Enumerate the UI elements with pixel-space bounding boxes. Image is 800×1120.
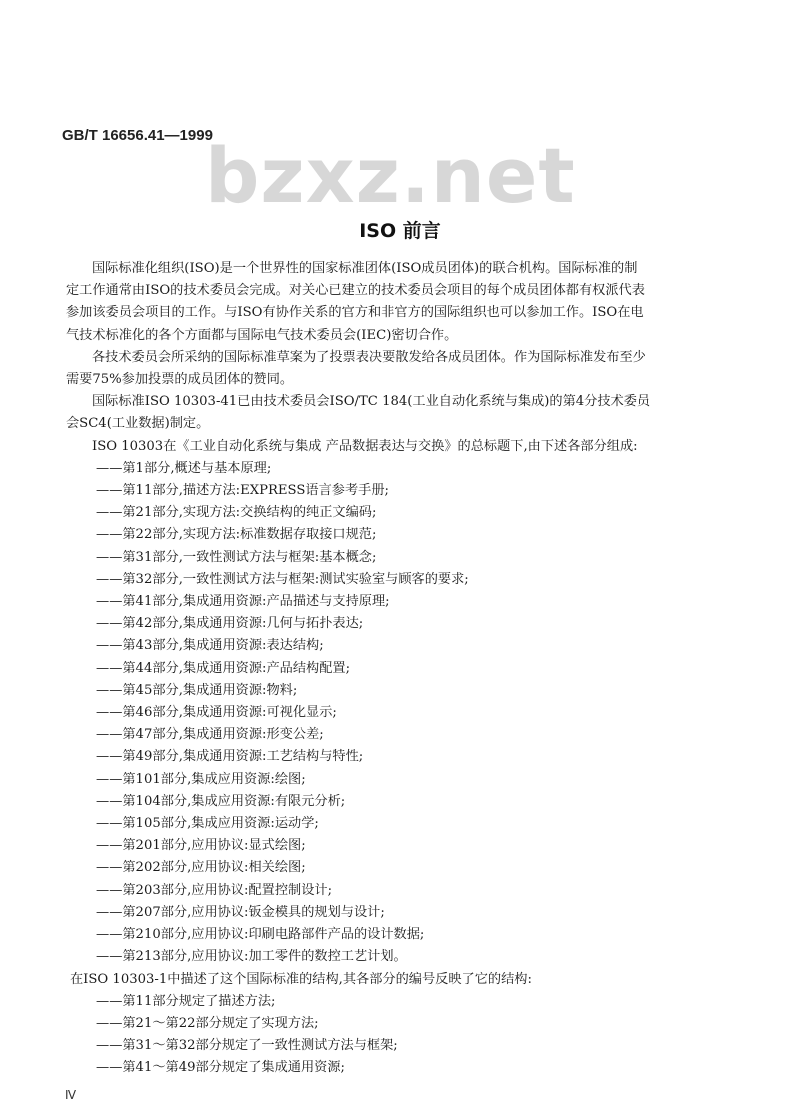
list-item: ——第41～第49部分规定了集成通用资源; <box>96 1060 346 1076</box>
paragraph-line: 各技术委员会所采纳的国际标准草案为了投票表决要散发给各成员团体。作为国际标准发布至少 <box>92 349 646 365</box>
list-item: ——第21部分,实现方法:交换结构的纯正文编码; <box>96 505 377 521</box>
list-item: ——第31～第32部分规定了一致性测试方法与框架; <box>96 1038 398 1054</box>
paragraph-committee <box>66 391 762 435</box>
list-item: ——第44部分,集成通用资源:产品结构配置; <box>96 660 351 676</box>
list-item: ——第203部分,应用协议:配置控制设计; <box>96 882 333 898</box>
list-item: ——第22部分,实现方法:标准数据存取接口规范; <box>96 527 377 543</box>
list-item: ——第202部分,应用协议:相关绘图; <box>96 860 306 876</box>
list-item: ——第46部分,集成通用资源:可视化显示; <box>96 705 337 721</box>
structure-list <box>92 991 762 1080</box>
list-item: ——第201部分,应用协议:显式绘图; <box>96 838 306 854</box>
paragraph-line: ISO 10303在《工业自动化系统与集成 产品数据表达与交换》的总标题下,由下述各部分组成: <box>92 438 638 454</box>
list-item: ——第11部分规定了描述方法; <box>96 993 276 1009</box>
list-item: ——第207部分,应用协议:钣金模具的规划与设计; <box>96 904 385 920</box>
list-item: ——第21～第22部分规定了实现方法; <box>96 1015 319 1031</box>
list-item: ——第49部分,集成通用资源:工艺结构与特性; <box>96 749 364 765</box>
standard-code: GB/T 16656.41—1999 <box>62 127 213 144</box>
paragraph-iso-intro <box>66 258 762 347</box>
list-item: ——第41部分,集成通用资源:产品描述与支持原理; <box>96 594 390 610</box>
paragraph-line: 气技术标准化的各个方面都与国际电气技术委员会(IEC)密切合作。 <box>66 327 458 343</box>
structure-intro: 在ISO 10303-1中描述了这个国际标准的结构,其各部分的编号反映了它的结构: <box>70 971 532 987</box>
paragraph-line: 国际标准ISO 10303-41已由技术委员会ISO/TC 184(工业自动化系统与集成)的第4分技术委员 <box>92 394 651 410</box>
paragraph-line: 定工作通常由ISO的技术委员会完成。对关心已建立的技术委员会项目的每个成员团体都有权派代表 <box>66 283 645 299</box>
list-item: ——第11部分,描述方法:EXPRESS语言参考手册; <box>96 483 389 499</box>
paragraph-voting <box>66 347 762 391</box>
paragraph-line: 需要75%参加投票的成员团体的赞同。 <box>66 372 294 388</box>
paragraph-line: 参加该委员会项目的工作。与ISO有协作关系的官方和非官方的国际组织也可以参加工作。ISO在电 <box>66 305 644 321</box>
document-body <box>66 258 762 1080</box>
list-item: ——第213部分,应用协议:加工零件的数控工艺计划。 <box>96 949 407 965</box>
watermark-text: bzxz.net <box>205 131 576 220</box>
list-item: ——第31部分,一致性测试方法与框架:基本概念; <box>96 549 377 565</box>
list-item: ——第32部分,一致性测试方法与框架:测试实验室与顾客的要求; <box>96 571 469 587</box>
list-item: ——第105部分,集成应用资源:运动学; <box>96 816 319 832</box>
paragraph-line: 会SC4(工业数据)制定。 <box>66 416 210 432</box>
list-item: ——第1部分,概述与基本原理; <box>96 460 272 476</box>
parts-list <box>92 458 762 969</box>
list-item: ——第210部分,应用协议:印刷电路部件产品的设计数据; <box>96 927 425 943</box>
list-item: ——第42部分,集成通用资源:几何与拓扑表达; <box>96 616 364 632</box>
list-item: ——第45部分,集成通用资源:物料; <box>96 682 298 698</box>
list-item: ——第47部分,集成通用资源:形变公差; <box>96 727 324 743</box>
page-number: Ⅳ <box>65 1088 77 1102</box>
list-item: ——第101部分,集成应用资源:绘图; <box>96 771 306 787</box>
page-title: ISO 前言 <box>359 220 441 242</box>
paragraph-parts-intro <box>92 436 762 458</box>
list-item: ——第43部分,集成通用资源:表达结构; <box>96 638 324 654</box>
list-item: ——第104部分,集成应用资源:有限元分析; <box>96 793 346 809</box>
paragraph-line: 国际标准化组织(ISO)是一个世界性的国家标准团体(ISO成员团体)的联合机构。国际标准的制 <box>92 261 638 276</box>
